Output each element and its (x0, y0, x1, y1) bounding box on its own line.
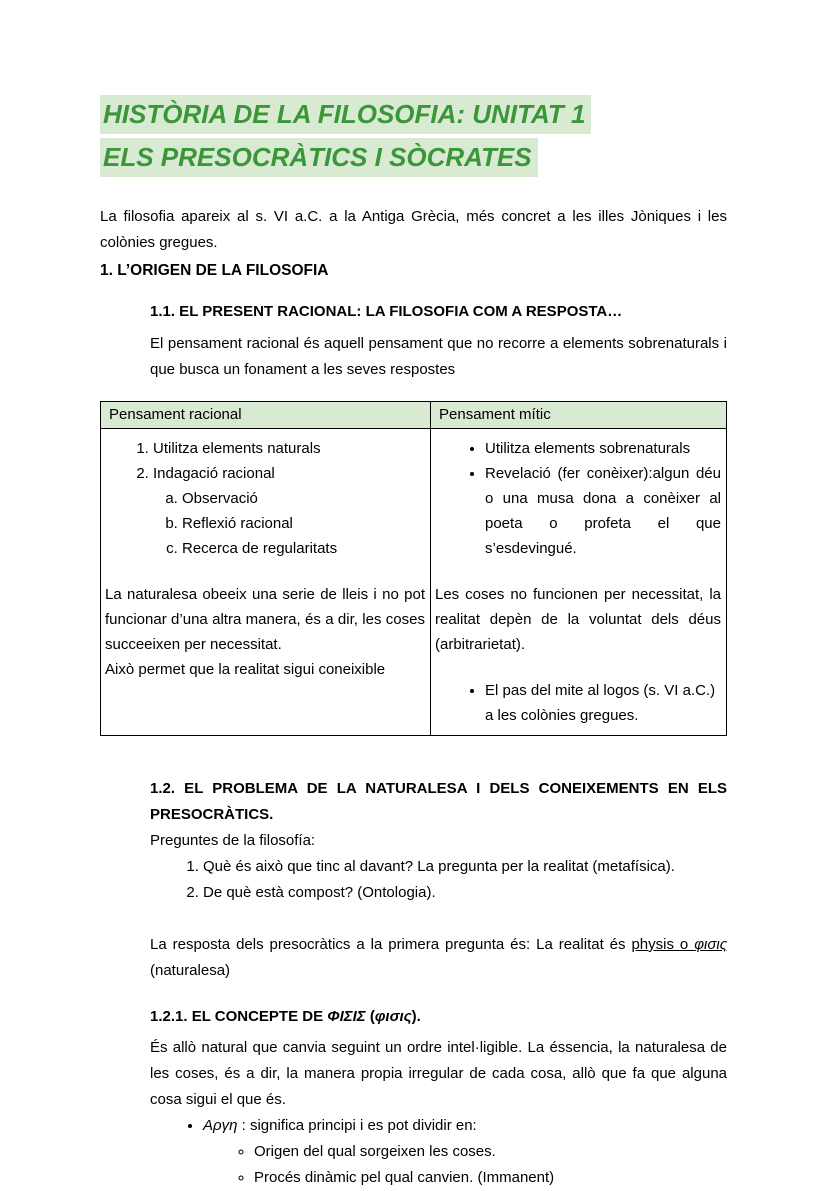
racional-lettered-list (153, 486, 425, 561)
resposta-suffix: (naturalesa) (150, 962, 231, 979)
title-line-2 (100, 138, 727, 181)
resposta-prefix: La resposta dels presocràtics a la primera pregunta és: La realitat és (150, 936, 632, 953)
mitic-bullet-list-2 (435, 678, 721, 728)
list-item: 1. Què és això que tinc al davant? La pregunta per la realitat (metafísica). (203, 854, 727, 880)
racional-paragraph-2: Això permet que la realitat sigui coneixible (105, 661, 386, 678)
heading-concepte-fisis (150, 1004, 727, 1030)
mitic-bullet-list (435, 436, 721, 561)
heading-present-racional: 1.1. EL PRESENT RACIONAL: LA FILOSOFIA COM A RESPOSTA… (150, 303, 623, 320)
table-header-row (101, 402, 727, 429)
comparison-table (100, 401, 727, 736)
paragraph-fisis: És allò natural que canvia seguint un ordre intel·ligible. La éssencia, la naturalesa de les coses, és a dir, la manera propia irregular de cada cosa, allò que fa que alguna cosa sigui el que és. (150, 1039, 727, 1108)
arkhe-greek: Αργη (203, 1117, 238, 1134)
list-item: ◦ Origen del qual sorgeixen les coses. (254, 1139, 727, 1165)
heading-paren-open: ( (365, 1008, 375, 1025)
list-item: b. Reflexió racional (182, 511, 425, 536)
heading-greek-lower: φισις (374, 1008, 412, 1025)
paragraph-resposta (150, 932, 727, 984)
arkhe-sub-list (203, 1139, 727, 1191)
spacer (435, 657, 721, 678)
list-item: • Utilitza elements sobrenaturals (485, 436, 721, 461)
title-line-2-text: ELS PRESOCRÀTICS I SÒCRATES (100, 138, 538, 177)
physis-underlined (631, 936, 727, 953)
document-title (100, 95, 727, 181)
list-item (203, 1113, 727, 1191)
list-item: a. Observació (182, 486, 425, 511)
list-item-text: Indagació racional (153, 465, 275, 482)
paragraph-pensament-racional: El pensament racional és aquell pensament que no recorre a elements sobrenaturals i que busca un fonament a les seves respostes (150, 335, 727, 378)
list-item: ◦ Procés dinàmic pel qual canvien. (Immanent) (254, 1165, 727, 1191)
list-item: 2. De què està compost? (Ontologia). (203, 880, 727, 906)
paragraph-preguntes: Preguntes de la filosofía: (150, 832, 316, 849)
table-cell-mitic (431, 429, 727, 736)
title-line-1 (100, 95, 727, 138)
questions-list (150, 854, 727, 906)
table-body-row (101, 429, 727, 736)
title-line-1-text: HISTÒRIA DE LA FILOSOFIA: UNITAT 1 (100, 95, 591, 134)
physis-latin: physis o (631, 936, 695, 953)
heading-prefix: 1.2.1. EL CONCEPTE DE (150, 1008, 328, 1025)
list-item: • El pas del mite al logos (s. VI a.C.) a les colònies gregues. (485, 678, 721, 728)
list-item (153, 461, 425, 561)
spacer (435, 561, 721, 582)
section-1-1 (150, 299, 727, 383)
heading-greek-caps: ΦΙΣΙΣ (327, 1008, 366, 1025)
heading-paren-close: ). (411, 1008, 421, 1025)
heading-problema-naturalesa: 1.2. EL PROBLEMA DE LA NATURALESA I DELS CONEIXEMENTS EN ELS PRESOCRÀTICS. (150, 780, 727, 823)
racional-numbered-list (105, 436, 425, 561)
table-cell-racional (101, 429, 431, 736)
racional-paragraph-1: La naturalesa obeeix una serie de lleis i no pot funcionar d’una altra manera, és a dir, les coses succeeixen per necessitat. (105, 586, 425, 653)
list-item: • Revelació (fer conèixer):algun déu o una musa dona a conèixer al poeta o profeta el que s’esdevingué. (485, 461, 721, 561)
arkhe-rest: : significa principi i es pot dividir en: (237, 1117, 477, 1134)
physis-greek: φισις (694, 936, 727, 953)
table-header-mitic: Pensament mític (431, 402, 727, 429)
section-1-2 (150, 776, 727, 1191)
list-item: 1. Utilitza elements naturals (153, 436, 425, 461)
list-item: c. Recerca de regularitats (182, 536, 425, 561)
arkhe-bullet-list (150, 1113, 727, 1191)
mitic-paragraph: Les coses no funcionen per necessitat, la realitat depèn de la voluntat dels déus (arbitrarietat). (435, 586, 721, 653)
intro-paragraph: La filosofia apareix al s. VI a.C. a la Antiga Grècia, més concret a les illes Jòniques i les colònies gregues. (100, 208, 727, 251)
table-header-racional: Pensament racional (101, 402, 431, 429)
spacer (105, 561, 425, 582)
heading-origen-filosofia: 1. L’ORIGEN DE LA FILOSOFIA (100, 262, 329, 279)
